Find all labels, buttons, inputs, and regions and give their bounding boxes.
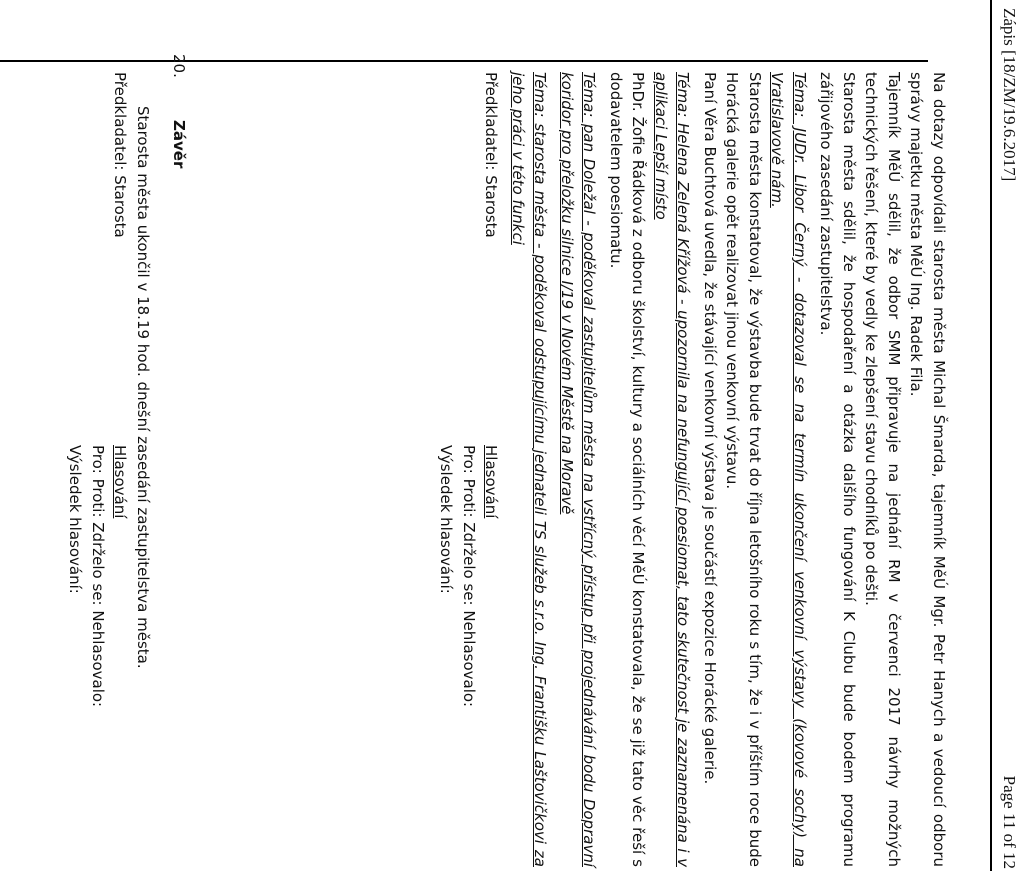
- intro-paragraph: Tajemník MěÚ sdělil, že odbor SMM připravuje na jednání RM v červenci 2017 návrhy možných technických řešení, které by vedly ke zlepšení stavu chodníků po dešti.: [862, 72, 903, 867]
- topic-title: Téma: starosta města - poděkoval odstupujícímu jednateli TS služeb s.r.o. Ing. Františku Laštovičkovi za jeho práci v této funkci: [509, 72, 550, 867]
- vote-row: [435, 72, 458, 867]
- section-number: 20.: [170, 54, 188, 78]
- topic-title: Téma: Helena Zelená Křížová - upozornila na nefungující poesiomat, tato skutečnost je zaznamenána i v aplikaci Lepší místo: [652, 72, 693, 867]
- vote-spacer: [435, 72, 458, 445]
- vote-row: [458, 72, 481, 867]
- vote-result: Výsledek hlasování:: [66, 445, 85, 594]
- vote-spacer: [87, 72, 110, 445]
- vote-spacer: [458, 72, 481, 445]
- intro-paragraph: Starosta města sdělil, že hospodaření a otázka dalšího fungování K Clubu bude bodem programu zářijového zasedání zastupitelstva.: [817, 72, 858, 867]
- vote-result: Výsledek hlasování:: [437, 445, 456, 594]
- vote-row: [109, 72, 132, 867]
- number-column-divider: [0, 60, 928, 62]
- section-20-content: [64, 72, 154, 867]
- vote-row: [87, 72, 110, 867]
- topic-body: PhDr. Žofie Řádková z odboru školství, kultury a sociálních věcí MěÚ konstatovala, že se již tato věc řeší s dodavatelem poesiomatu.: [607, 72, 648, 867]
- topic-title: Téma: pan Doležal - poděkoval zastupitelům města na vstřícný přístup při projednávání bodu Dopravní koridor pro přeložku silnice I/19 v Novém Městě na Moravě: [558, 72, 599, 867]
- topic-body: Starosta města konstatoval, že výstavba bude trvat do října letošního roku s tím, že i v příštím roce bude Horácká galerie opět realizovat jinou venkovní výstavu.: [723, 72, 764, 867]
- section-content: [435, 72, 950, 867]
- vote-counts: Pro: Proti: Zdrželo se: Nehlasovalo:: [460, 445, 478, 708]
- vote-spacer: [64, 72, 87, 445]
- vote-label: Hlasování: [482, 445, 501, 519]
- topic-title: Téma: JUDr. Libor Černý - dotazoval se na termín ukončení venkovní výstavy (kovové sochy) na Vratislavově nám.: [768, 72, 809, 867]
- intro-paragraph: Na dotazy odpovídali starosta města Michal Šmarda, tajemník MěÚ Mgr. Petr Hanych a vedoucí odboru správy majetku města MěÚ Ing. Radek Fila.: [907, 72, 948, 867]
- vote-label: Hlasování: [111, 445, 130, 519]
- closing-text: Starosta města ukončil v 18.19 hod. dnešní zasedání zastupitelstva města.: [134, 106, 152, 669]
- vote-row: [64, 72, 87, 867]
- section-title: Závěr: [170, 120, 188, 169]
- vote-counts: Pro: Proti: Zdrželo se: Nehlasovalo:: [89, 445, 107, 708]
- vote-row: [480, 72, 503, 867]
- submitter-label: Předkladatel: Starosta: [482, 72, 501, 238]
- topic-body: Paní Věra Buchtová uvedla, že stávající venkovní výstava je součástí expozice Horácké galerie.: [701, 72, 719, 785]
- submitter-label: Předkladatel: Starosta: [111, 72, 130, 238]
- page-number: Page 11 of 12: [1000, 775, 1019, 869]
- document-header-title: Zápis [18/ZM/19.6.2017]: [1000, 8, 1019, 182]
